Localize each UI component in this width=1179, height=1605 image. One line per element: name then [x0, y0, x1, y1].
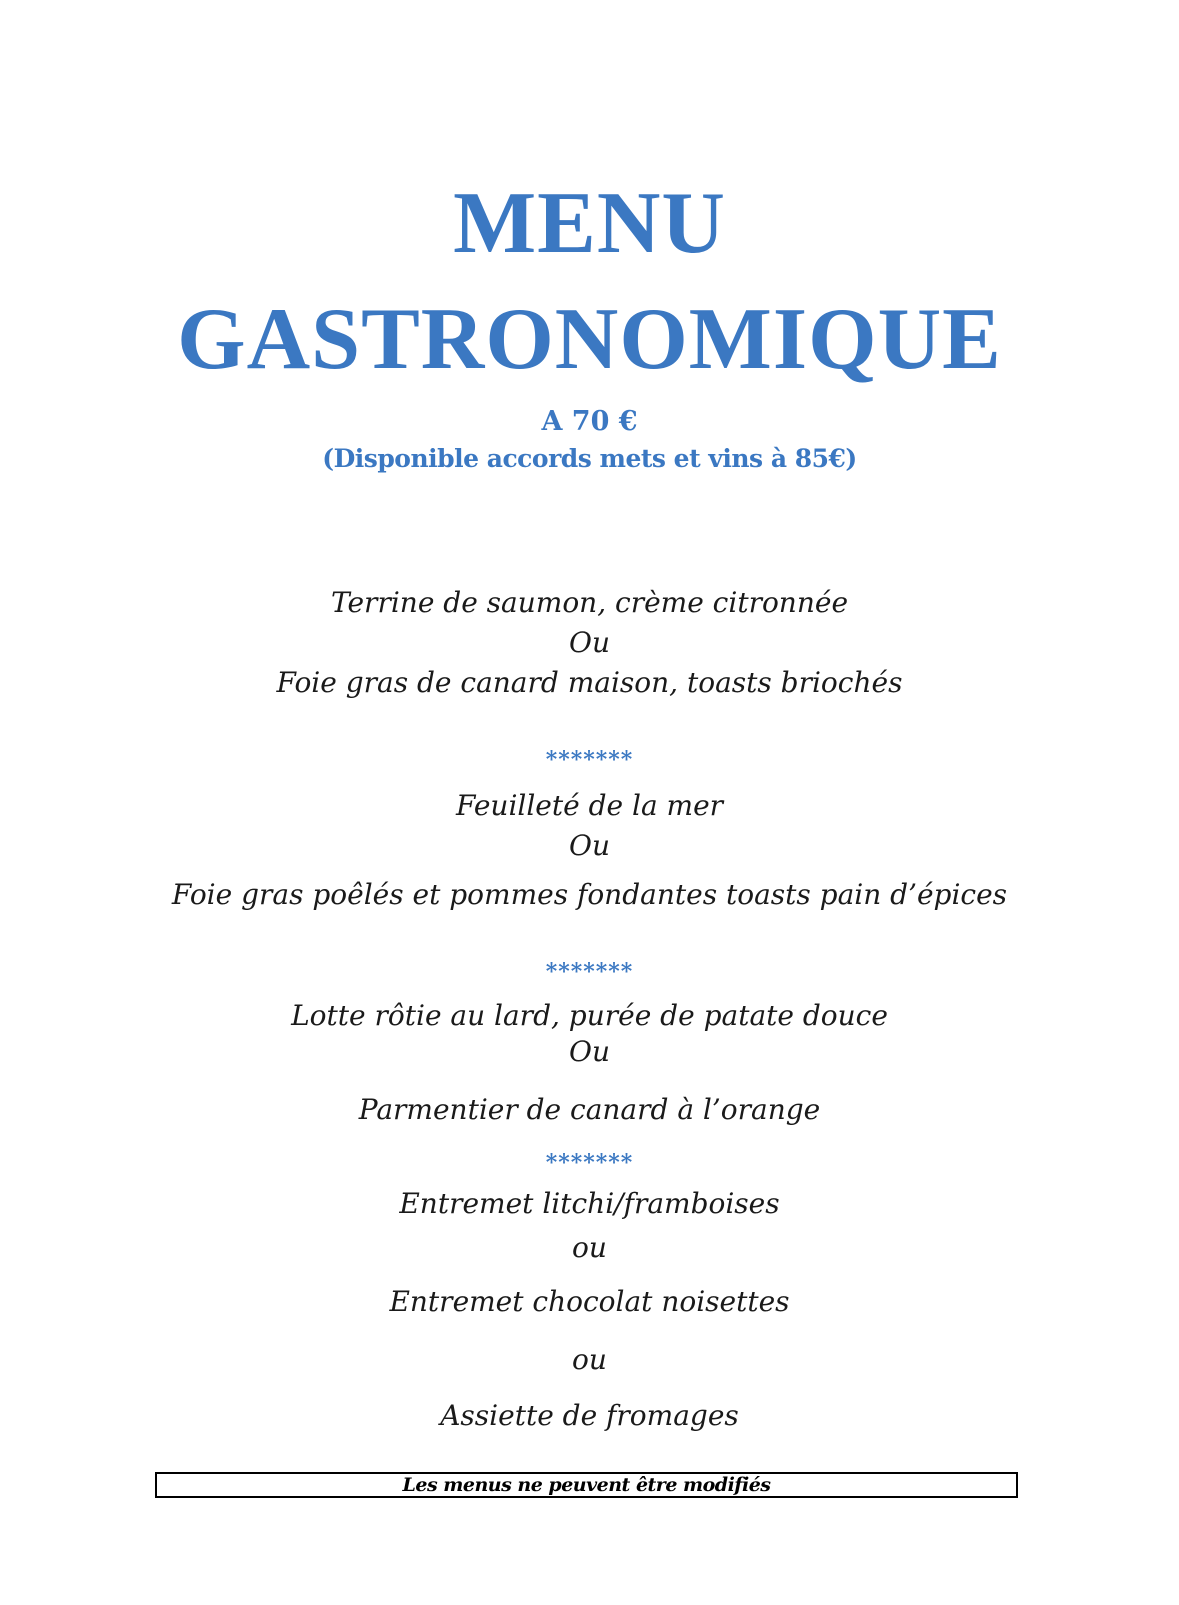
wine-pairing-price: (Disponible accords mets et vins à 85€)	[322, 444, 857, 473]
course-separator-3: *******	[545, 1150, 634, 1176]
menu-title-line2: GASTRONOMIQUE	[177, 291, 1002, 388]
second-option-1: Feuilleté de la mer	[455, 789, 724, 822]
starter-option-1: Terrine de saumon, crème citronnée	[330, 586, 849, 619]
second-or: Ou	[569, 829, 610, 862]
course-separator-1: *******	[545, 747, 634, 773]
dessert-option-3: Assiette de fromages	[440, 1399, 739, 1432]
course-separator-2: *******	[545, 959, 634, 985]
main-option-2: Parmentier de canard à l’orange	[358, 1093, 821, 1126]
menu-title-line1: MENU	[453, 175, 726, 272]
footer-note-box	[155, 1472, 1018, 1498]
starter-option-2: Foie gras de canard maison, toasts briochés	[276, 666, 903, 699]
dessert-option-2: Entremet chocolat noisettes	[389, 1285, 790, 1318]
footer-note: Les menus ne peuvent être modifiés	[402, 1474, 771, 1496]
dessert-option-1: Entremet litchi/framboises	[399, 1187, 780, 1220]
main-or: Ou	[569, 1035, 610, 1068]
menu-price: A 70 €	[541, 406, 638, 437]
dessert-or-2: ou	[572, 1343, 607, 1376]
starter-or: Ou	[569, 626, 610, 659]
dessert-or-1: ou	[572, 1231, 607, 1264]
second-option-2: Foie gras poêlés et pommes fondantes toasts pain d’épices	[171, 878, 1008, 911]
main-option-1: Lotte rôtie au lard, purée de patate douce	[291, 999, 888, 1032]
